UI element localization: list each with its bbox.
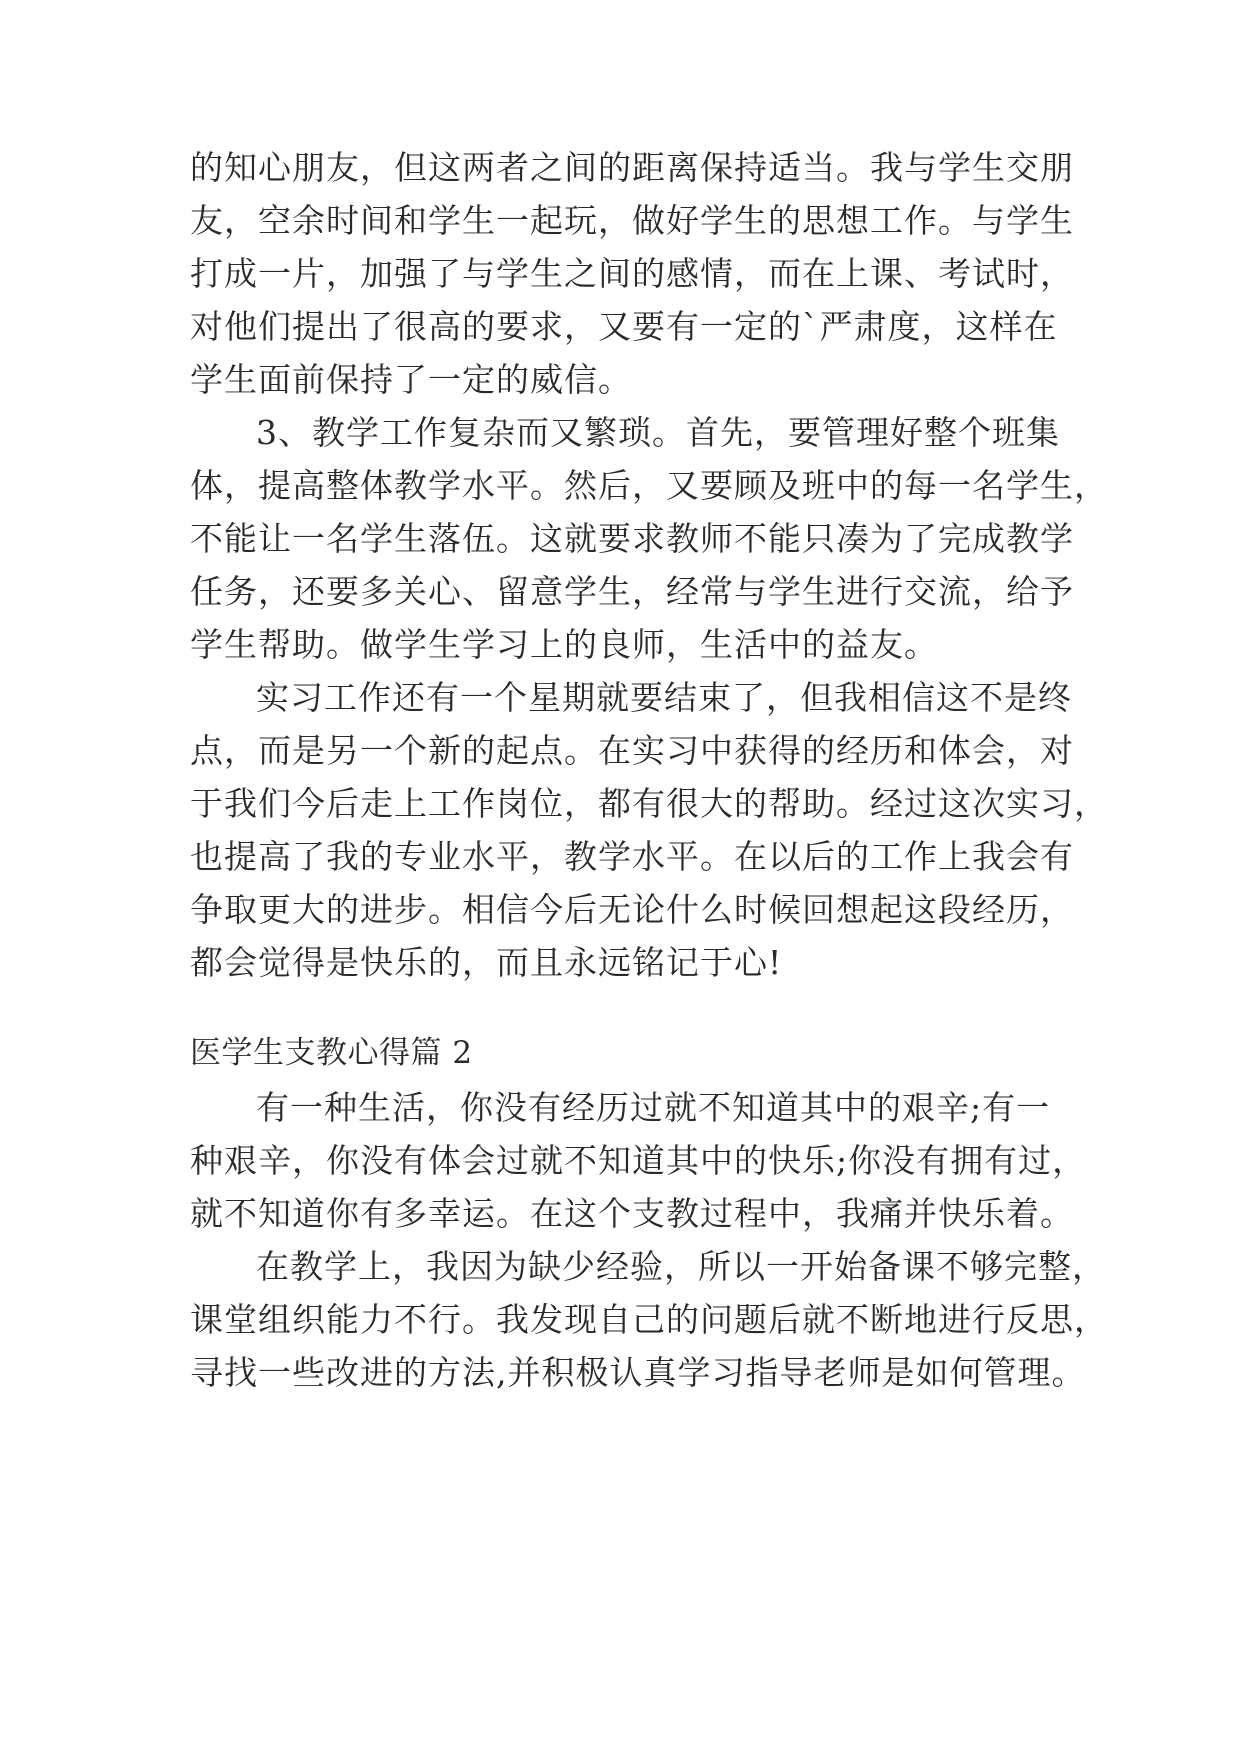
paragraph-line: 就不知道你有多幸运。在这个支教过程中，我痛并快乐着。 — [190, 1194, 1074, 1233]
paragraph-line: 有一种生活，你没有经历过就不知道其中的艰辛;有一 — [256, 1088, 1051, 1127]
paragraph-line: 不能让一名学生落伍。这就要求教师不能只凑为了完成教学 — [190, 519, 1074, 558]
paragraph-line: 学生帮助。做学生学习上的良师，生活中的益友。 — [190, 625, 938, 664]
paragraph-line: 点，而是另一个新的起点。在实习中获得的经历和体会，对 — [190, 731, 1074, 770]
paragraph-line: 的知心朋友，但这两者之间的距离保持适当。我与学生交朋 — [190, 148, 1074, 187]
paragraph-line: 寻找一些改进的方法,并积极认真学习指导老师是如何管理。 — [190, 1353, 1086, 1392]
paragraph-line: 在教学上，我因为缺少经验，所以一开始备课不够完整， — [256, 1247, 1106, 1286]
paragraph-line: 任务，还要多关心、留意学生，经常与学生进行交流，给予 — [190, 572, 1074, 611]
paragraph-line: 争取更大的进步。相信今后无论什么时候回想起这段经历， — [190, 890, 1074, 929]
paragraph-line: 打成一片，加强了与学生之间的感情，而在上课、考试时， — [190, 254, 1074, 293]
paragraph-line: 于我们今后走上工作岗位，都有很大的帮助。经过这次实习， — [190, 784, 1108, 823]
paragraph-line: 3、教学工作复杂而又繁琐。首先，要管理好整个班集 — [256, 413, 1060, 452]
paragraph-line: 体，提高整体教学水平。然后，又要顾及班中的每一名学生， — [190, 466, 1108, 505]
paragraph-line: 也提高了我的专业水平，教学水平。在以后的工作上我会有 — [190, 837, 1074, 876]
paragraph-line: 对他们提出了很高的要求，又要有一定的`严肃度，这样在 — [190, 307, 1058, 346]
paragraph-line: 友，空余时间和学生一起玩，做好学生的思想工作。与学生 — [190, 201, 1074, 240]
paragraph-line: 实习工作还有一个星期就要结束了，但我相信这不是终 — [256, 678, 1072, 717]
section-heading: 医学生支教心得篇 2 — [190, 1035, 473, 1071]
paragraph-line: 种艰辛，你没有体会过就不知道其中的快乐;你没有拥有过， — [190, 1141, 1087, 1180]
paragraph-line: 课堂组织能力不行。我发现自己的问题后就不断地进行反思， — [190, 1300, 1108, 1339]
paragraph-line: 学生面前保持了一定的威信。 — [190, 360, 632, 399]
paragraph-line: 都会觉得是快乐的，而且永远铭记于心! — [190, 943, 783, 982]
